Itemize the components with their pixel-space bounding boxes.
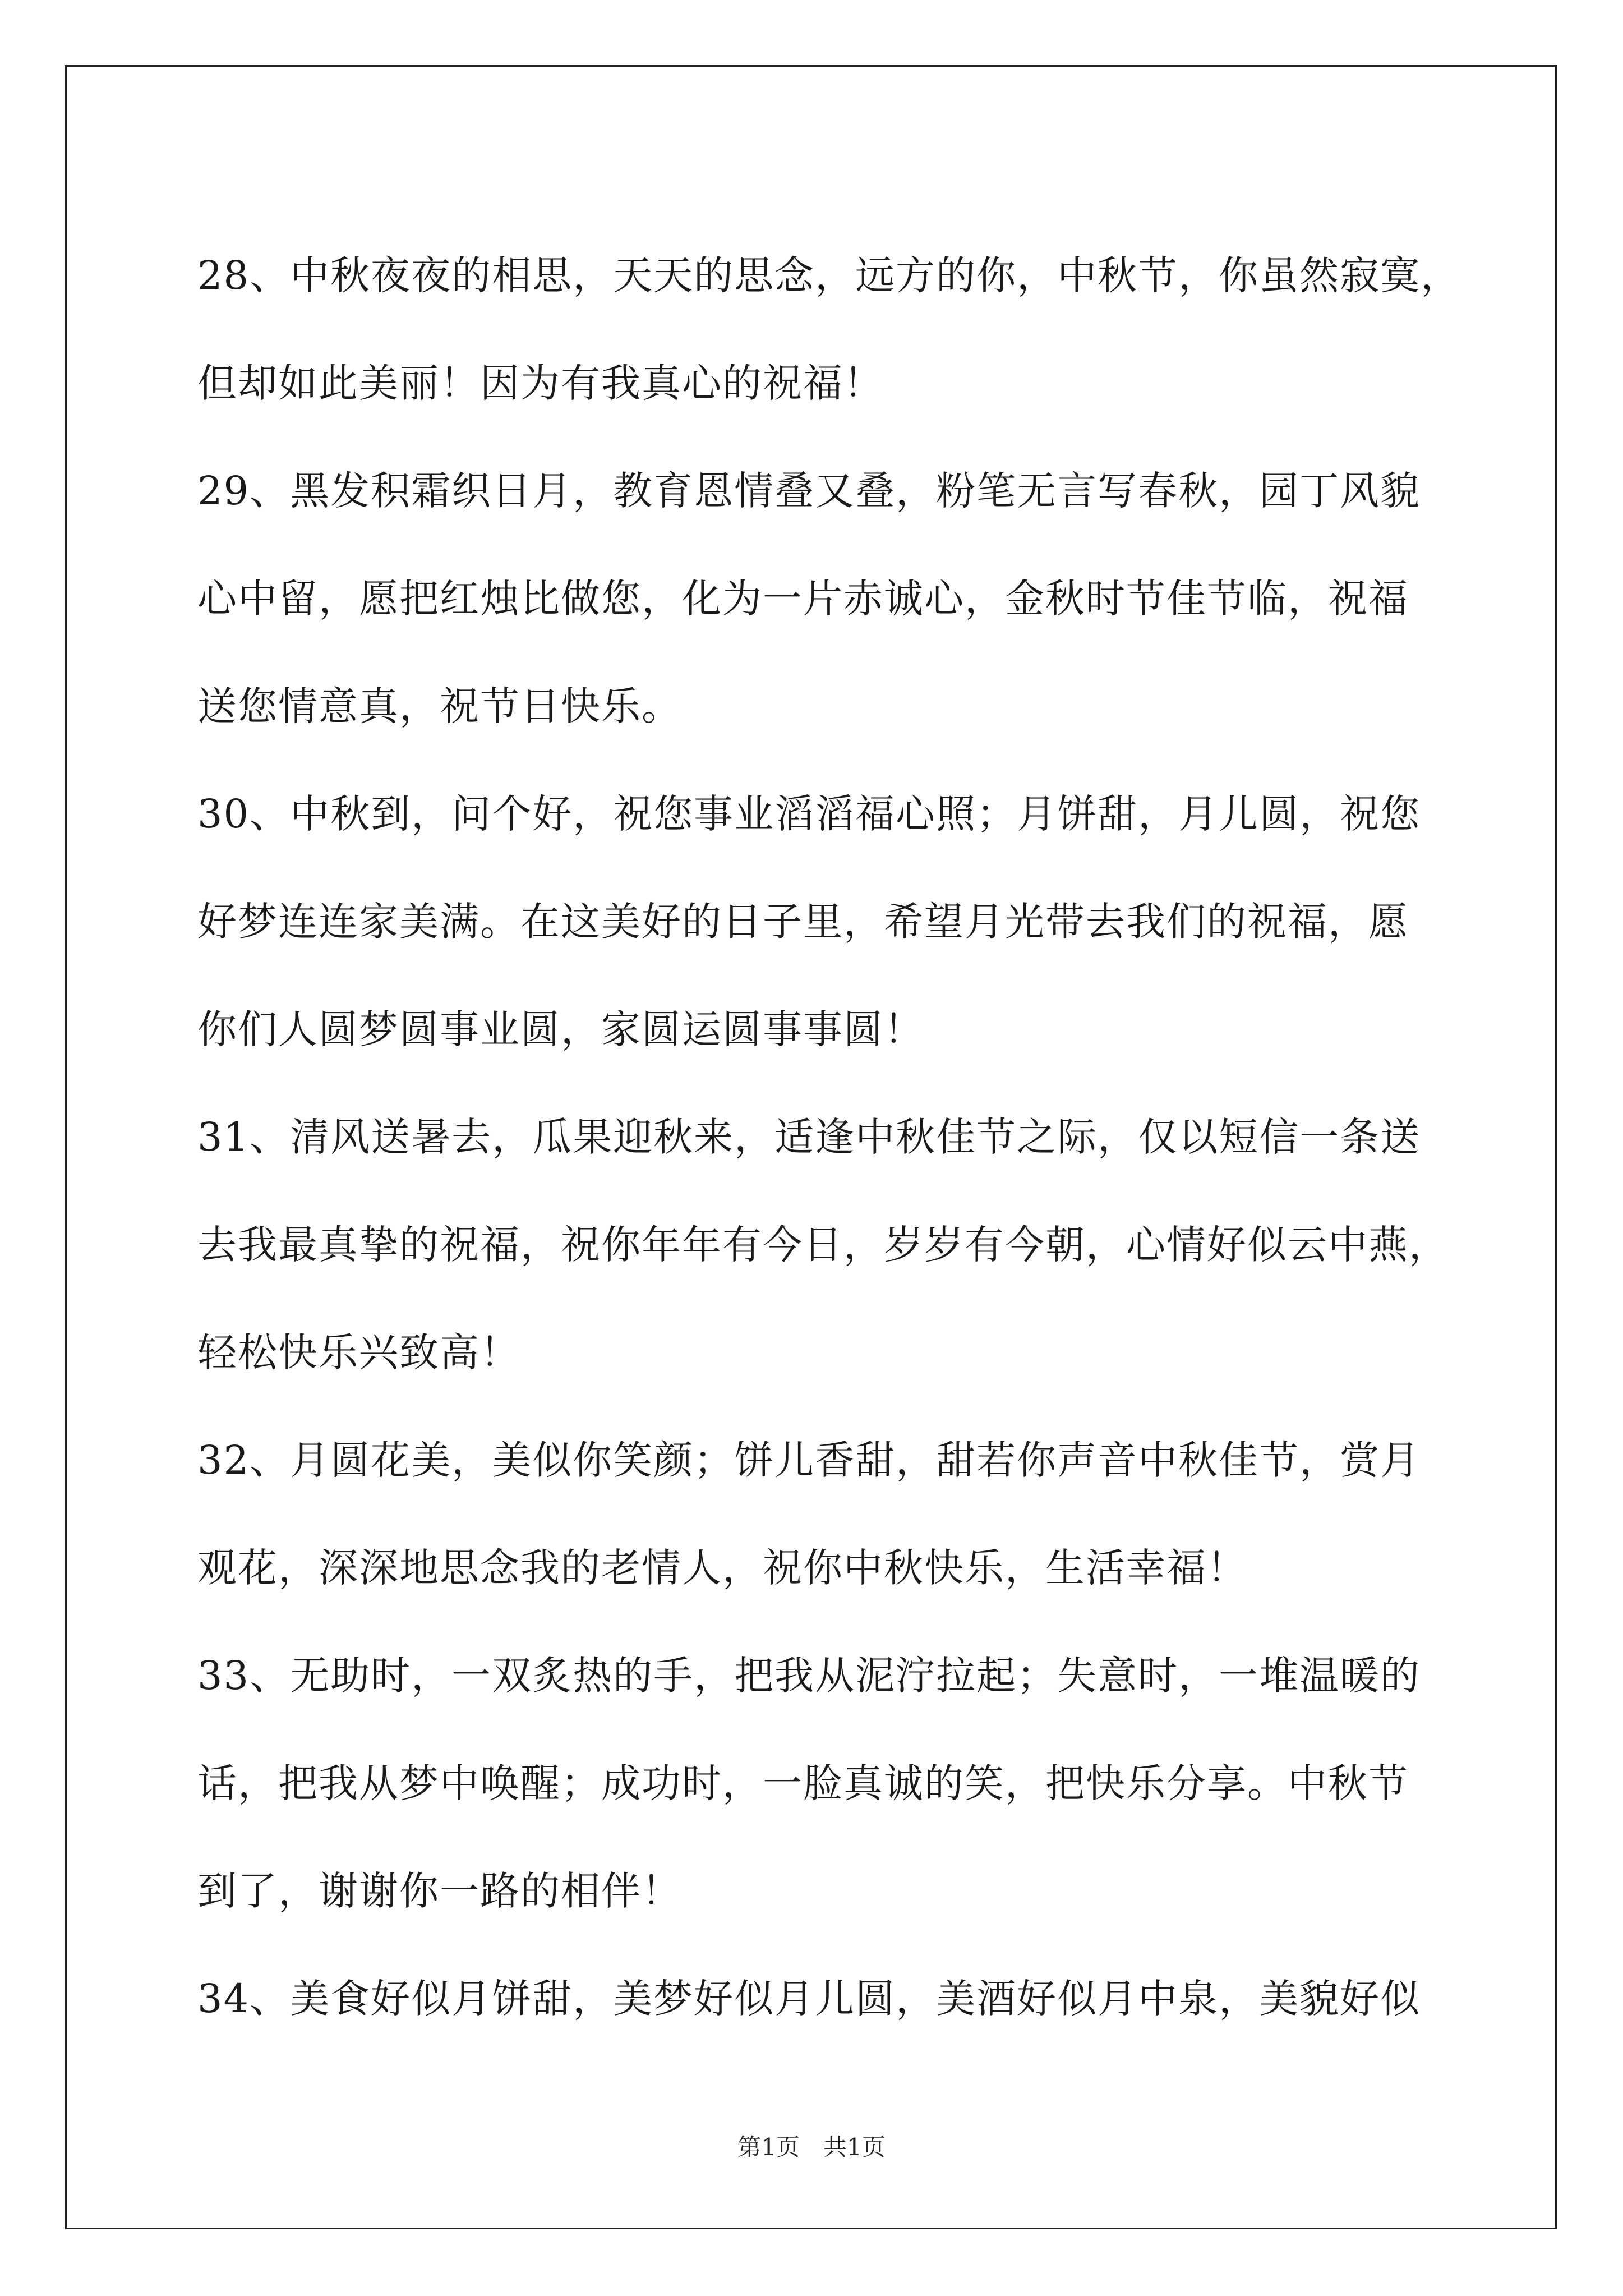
text-line: 28、中秋夜夜的相思，天天的思念，远方的你，中秋节，你虽然寂寞， (197, 252, 1461, 298)
text-line: 轻松快乐兴致高！ (197, 1329, 520, 1375)
text-line: 你们人圆梦圆事业圆，家圆运圆事事圆！ (197, 1006, 924, 1052)
text-line: 观花，深深地思念我的老情人，祝你中秋快乐，生活幸福！ (197, 1545, 1247, 1591)
text-line: 30、中秋到，问个好，祝您事业滔滔福心照；月饼甜，月儿圆，祝您 (197, 791, 1421, 837)
text-line: 送您情意真，祝节日快乐。 (197, 683, 682, 729)
text-line: 33、无助时，一双炙热的手，把我从泥泞拉起；失意时，一堆温暖的 (197, 1653, 1421, 1699)
text-line: 到了，谢谢你一路的相伴！ (197, 1868, 682, 1914)
text-line: 34、美食好似月饼甜，美梦好似月儿圆，美酒好似月中泉，美貌好似 (197, 1976, 1421, 2022)
text-line: 29、黑发积霜织日月，教育恩情叠又叠，粉笔无言写春秋，园丁风貌 (197, 468, 1421, 514)
text-line: 32、月圆花美，美似你笑颜；饼儿香甜，甜若你声音中秋佳节，赏月 (197, 1437, 1421, 1483)
text-line: 心中留，愿把红烛比做您，化为一片赤诚心，金秋时节佳节临，祝福 (197, 576, 1409, 622)
page-number-footer: 第1页 共1页 (737, 2133, 886, 2161)
text-line: 但却如此美丽！因为有我真心的祝福！ (197, 360, 884, 406)
text-line: 31、清风送暑去，瓜果迎秋来，适逢中秋佳节之际，仅以短信一条送 (197, 1114, 1421, 1160)
text-line: 好梦连连家美满。在这美好的日子里，希望月光带去我们的祝福，愿 (197, 899, 1409, 945)
document-body (197, 222, 1487, 2053)
text-line: 去我最真挚的祝福，祝你年年有今日，岁岁有今朝，心情好似云中燕， (197, 1222, 1449, 1268)
text-line: 话，把我从梦中唤醒；成功时，一脸真诚的笑，把快乐分享。中秋节 (197, 1760, 1409, 1806)
